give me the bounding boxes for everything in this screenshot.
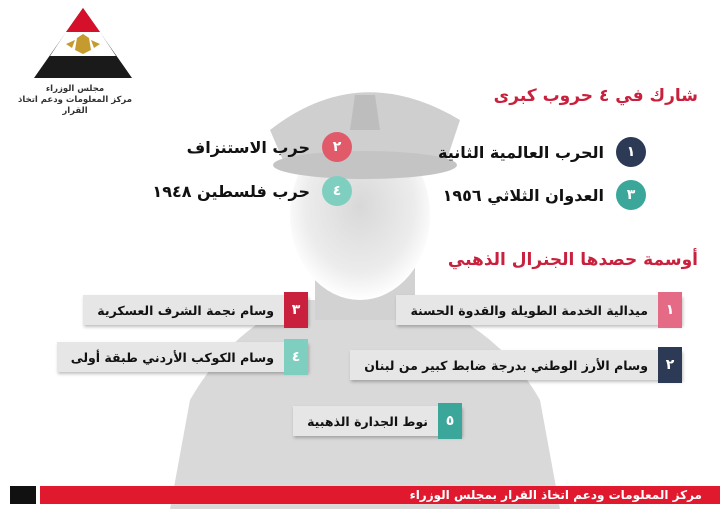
medal-bar	[57, 342, 308, 372]
war-number-badge: ٢	[322, 132, 352, 162]
medal-bar	[396, 295, 682, 325]
medal-item-2	[350, 348, 682, 382]
wars-title: شارك في ٤ حروب كبرى	[493, 86, 698, 106]
medal-item-5	[293, 404, 462, 438]
medal-number-tag: ١	[658, 292, 682, 328]
war-label: الحرب العالمية الثانية	[438, 142, 604, 162]
medal-bar	[83, 295, 308, 325]
medal-number-tag: ٢	[658, 347, 682, 383]
war-number-badge: ٣	[616, 180, 646, 210]
medal-number-tag: ٤	[284, 339, 308, 375]
medal-label: وسام الكوكب الأردني طبقة أولى	[70, 349, 274, 365]
war-label: حرب فلسطين ١٩٤٨	[152, 181, 310, 201]
medal-label: وسام الأرز الوطني بدرجة ضابط كبير من لبنان	[364, 357, 648, 373]
war-number-badge: ١	[616, 137, 646, 167]
medal-label: ميدالية الخدمة الطويلة والقدوة الحسنة	[410, 302, 648, 318]
war-label: العدوان الثلاثي ١٩٥٦	[442, 185, 604, 205]
medals-title: أوسمة حصدها الجنرال الذهبي	[447, 250, 698, 270]
cabinet-logo	[28, 4, 138, 86]
medal-label: وسام نجمة الشرف العسكرية	[97, 302, 274, 318]
cabinet-logo-text	[10, 84, 140, 117]
war-label: حرب الاستنزاف	[186, 137, 310, 157]
war-item-3	[443, 180, 646, 210]
medal-number-tag: ٣	[284, 292, 308, 328]
war-item-1	[438, 137, 646, 167]
war-item-2	[187, 132, 352, 162]
footer-text: مركز المعلومات ودعم اتخاذ القرار بمجلس الوزراء	[409, 488, 702, 502]
logo-line-2: مركز المعلومات ودعم اتخاذ القرار	[18, 95, 132, 116]
medal-label: نوط الجدارة الذهبية	[307, 413, 428, 429]
medal-bar	[293, 406, 462, 436]
war-item-4	[152, 176, 352, 206]
footer-black-block	[10, 486, 36, 504]
war-number-badge: ٤	[322, 176, 352, 206]
footer-bar	[40, 486, 720, 504]
logo-line-1: مجلس الوزراء	[45, 84, 105, 94]
medal-number-tag: ٥	[438, 403, 462, 439]
medal-bar	[350, 350, 682, 380]
medal-item-3	[83, 293, 308, 327]
medal-item-1	[396, 293, 682, 327]
medal-item-4	[57, 340, 308, 374]
